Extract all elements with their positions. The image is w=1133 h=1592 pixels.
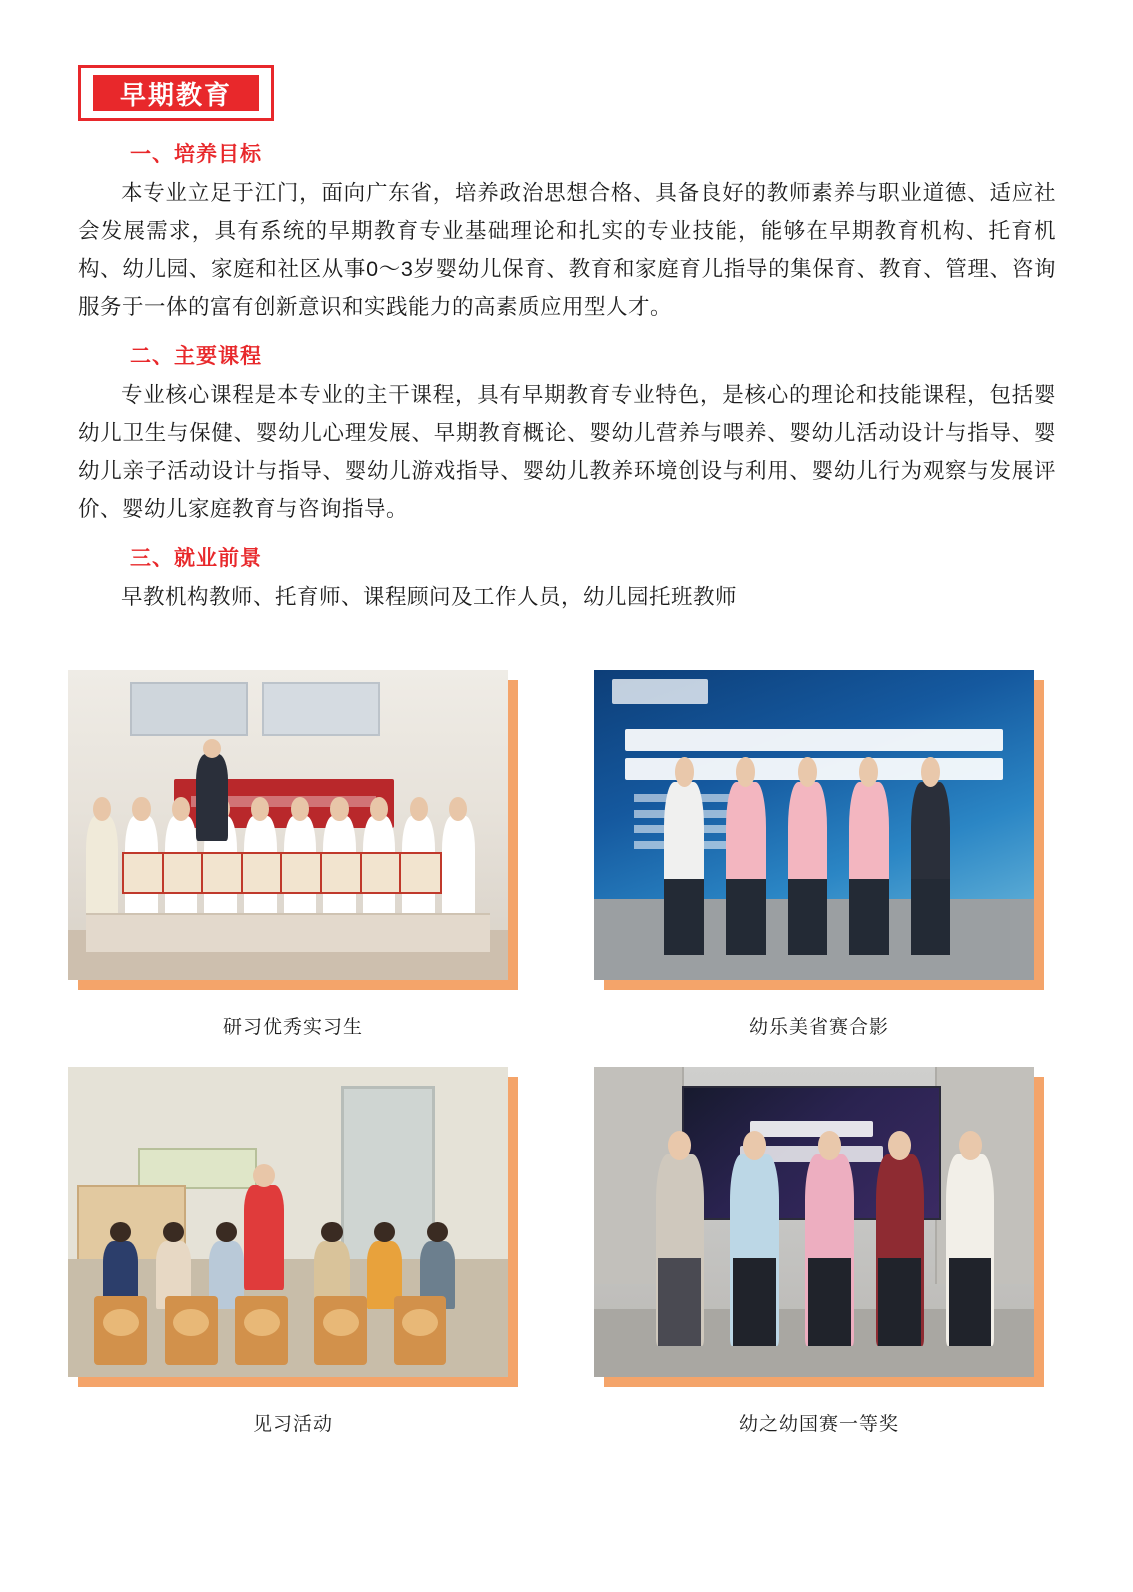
photo-cell-2 — [604, 680, 1056, 1039]
photo-caption-1: 研习优秀实习生 — [222, 1017, 363, 1038]
photo-caption-4: 幼之幼国赛一等奖 — [738, 1414, 899, 1435]
paragraph-employment: 早教机构教师、托育师、课程顾问及工作人员，幼儿园托班教师 — [121, 585, 738, 609]
photo-image-1 — [68, 670, 508, 980]
photo-frame-2 — [604, 680, 1044, 990]
photo-gallery — [78, 680, 1056, 1436]
section-title-badge — [78, 65, 274, 121]
photo-frame-3 — [78, 1077, 518, 1387]
heading-employment: 三、就业前景 — [130, 547, 262, 570]
photo-image-3 — [68, 1067, 508, 1377]
article-content — [78, 138, 1056, 626]
photo-cell-4 — [604, 1077, 1056, 1436]
photo-caption-3: 见习活动 — [252, 1414, 333, 1435]
photo-caption-2: 幼乐美省赛合影 — [748, 1017, 889, 1038]
photo-image-2 — [594, 670, 1034, 980]
photo-cell-1 — [78, 680, 530, 1039]
section-title-text: 早期教育 — [119, 79, 232, 110]
photo-row-2 — [78, 1077, 1056, 1436]
photo-frame-4 — [604, 1077, 1044, 1387]
photo-row-1 — [78, 680, 1056, 1039]
photo-image-4 — [594, 1067, 1034, 1377]
paragraph-main-courses: 专业核心课程是本专业的主干课程，具有早期教育专业特色，是核心的理论和技能课程，包括婴幼儿卫生与保健、婴幼儿心理发展、早期教育概论、婴幼儿营养与喂养、婴幼儿活动设计与指导、婴幼儿亲子活动设计与指导、婴幼儿游戏指导、婴幼儿教养环境创设与利用、婴幼儿行为观察与发展评价、婴幼儿家庭教育与咨询指导。 — [78, 383, 1056, 521]
heading-main-courses: 二、主要课程 — [130, 345, 262, 368]
paragraph-training-goal: 本专业立足于江门，面向广东省，培养政治思想合格、具备良好的教师素养与职业道德、适应社会发展需求，具有系统的早期教育专业基础理论和扎实的专业技能，能够在早期教育机构、托育机构、幼儿园、家庭和社区从事0～3岁婴幼儿保育、教育和家庭育儿指导的集保育、教育、管理、咨询服务于一体的富有创新意识和实践能力的高素质应用型人才。 — [78, 181, 1056, 319]
photo-cell-3 — [78, 1077, 530, 1436]
heading-training-goal: 一、培养目标 — [130, 143, 262, 166]
photo-frame-1 — [78, 680, 518, 990]
